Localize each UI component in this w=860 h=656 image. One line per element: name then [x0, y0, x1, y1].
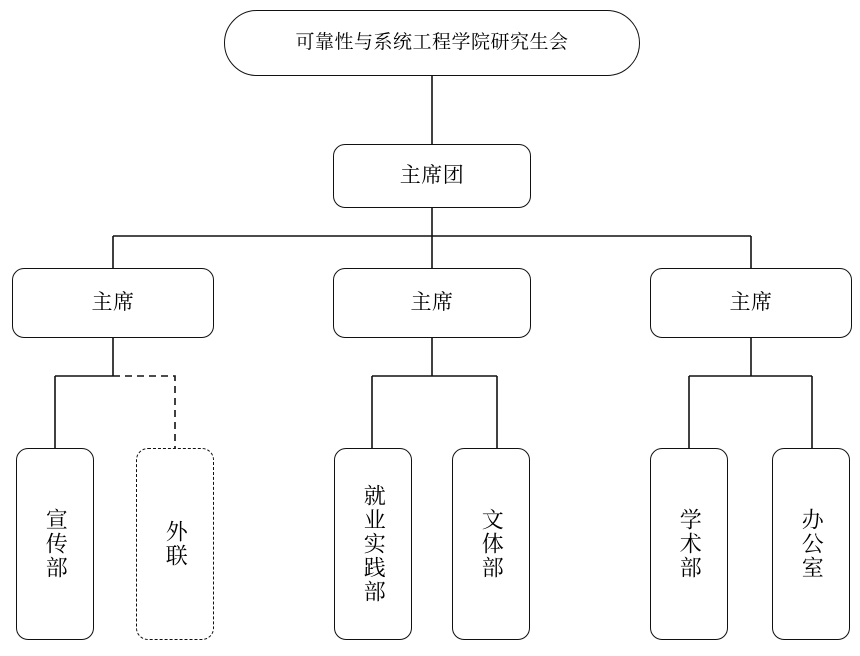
node-chair-center[interactable] [333, 268, 531, 338]
node-dept-employment[interactable] [334, 448, 412, 640]
node-chair-center-label: 主席 [410, 291, 454, 315]
node-dept-propaganda[interactable] [16, 448, 94, 640]
node-dept-propaganda-label: 宣传部 [43, 508, 69, 580]
node-dept-outreach[interactable] [136, 448, 214, 640]
node-chair-left[interactable] [12, 268, 214, 338]
node-presidium[interactable] [333, 144, 531, 208]
node-dept-academic[interactable] [650, 448, 728, 640]
node-dept-outreach-label: 外联 [163, 520, 189, 568]
node-chair-left-label: 主席 [91, 291, 135, 315]
node-presidium-label: 主席团 [399, 164, 465, 188]
node-chair-right-label: 主席 [729, 291, 773, 315]
node-dept-office-label: 办公室 [799, 508, 825, 580]
node-dept-office[interactable] [772, 448, 850, 640]
node-dept-employment-label: 就业实践部 [361, 484, 387, 604]
link-left-to-outreach-dashed [113, 376, 175, 448]
node-dept-culture[interactable] [452, 448, 530, 640]
node-dept-culture-label: 文体部 [479, 508, 505, 580]
node-root[interactable] [224, 10, 640, 76]
node-dept-academic-label: 学术部 [677, 508, 703, 580]
node-root-label: 可靠性与系统工程学院研究生会 [295, 32, 569, 54]
node-chair-right[interactable] [650, 268, 852, 338]
